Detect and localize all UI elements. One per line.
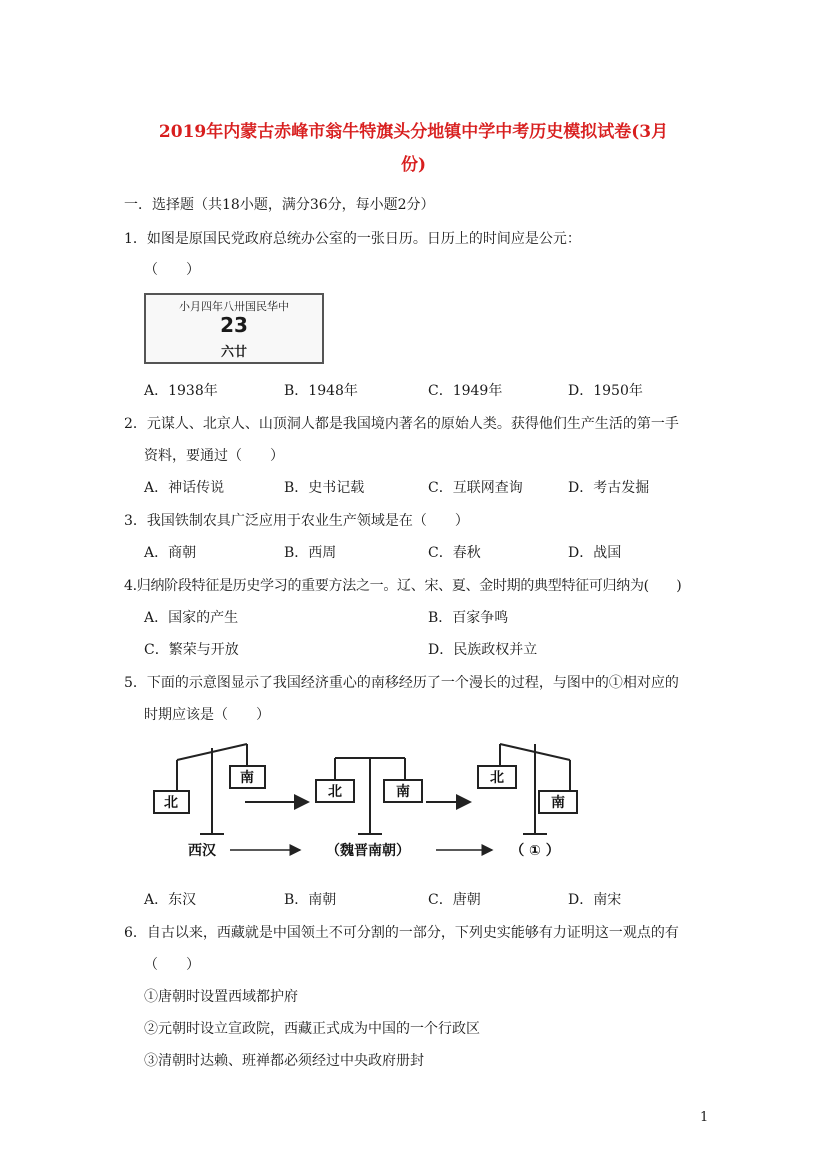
question-3-option-c[interactable]: C．春秋	[428, 545, 481, 561]
question-3-option-d[interactable]: D．战国	[568, 545, 622, 561]
question-5-option-d[interactable]: D．南宋	[568, 892, 622, 908]
question-5-stem-continued: 时期应该是（ ）	[144, 707, 270, 723]
scale-1-north-label: 北	[164, 795, 178, 811]
question-2-stem: 2．元谋人、北京人、山顶洞人都是我国境内著名的原始人类。获得他们生产生活的第一手	[124, 416, 679, 432]
question-6-item-3: ③清朝时达赖、班禅都必须经过中央政府册封	[144, 1053, 424, 1069]
scale-2-north-label: 北	[328, 784, 342, 800]
question-4-option-d[interactable]: D．民族政权并立	[428, 642, 538, 658]
scale-3-north-label: 北	[490, 770, 504, 786]
question-4-option-a[interactable]: A．国家的产生	[144, 610, 239, 626]
question-6-item-1: ①唐朝时设置西域都护府	[144, 989, 298, 1005]
period-label-2: （魏晋南朝）	[326, 843, 410, 859]
question-3-option-a[interactable]: A．商朝	[144, 545, 197, 561]
question-1-option-b[interactable]: B．1948年	[284, 383, 358, 399]
scale-1-south-label: 南	[240, 770, 254, 786]
page-title-continued: 份)	[400, 155, 427, 175]
scale-2-south-label: 南	[396, 784, 410, 800]
period-label-3: （ ① ）	[510, 843, 560, 859]
question-3-stem: 3．我国铁制农具广泛应用于农业生产领域是在（ ）	[124, 513, 469, 529]
question-5-stem: 5．下面的示意图显示了我国经济重心的南移经历了一个漫长的过程，与图中的①相对应的	[124, 675, 679, 691]
question-5-option-a[interactable]: A．东汉	[144, 892, 197, 908]
question-5-option-b[interactable]: B．南朝	[284, 892, 337, 908]
question-2-option-d[interactable]: D．考古发掘	[568, 480, 650, 496]
question-1-option-d[interactable]: D．1950年	[568, 383, 643, 399]
calendar-lunar-date: 六廿	[220, 345, 247, 360]
section-heading: 一．选择题（共18小题，满分36分，每小题2分）	[124, 197, 435, 213]
question-2-option-b[interactable]: B．史书记载	[284, 480, 365, 496]
question-1-stem: 1．如图是原国民党政府总统办公室的一张日历。日历上的时间应是公元：	[124, 231, 581, 247]
question-4-stem: 4.归纳阶段特征是历史学习的重要方法之一。辽、宋、夏、金时期的典型特征可归纳为( )	[124, 578, 682, 594]
question-5-option-c[interactable]: C．唐朝	[428, 892, 481, 908]
question-3-option-b[interactable]: B．西周	[284, 545, 337, 561]
question-1-option-c[interactable]: C．1949年	[428, 383, 503, 399]
calendar-day-number: 23	[220, 313, 248, 337]
question-2-option-c[interactable]: C．互联网查询	[428, 480, 523, 496]
question-4-option-c[interactable]: C．繁荣与开放	[144, 642, 239, 658]
economic-center-diagram	[140, 736, 590, 872]
scale-3-south-label: 南	[551, 795, 565, 811]
question-6-bracket: （ ）	[144, 957, 200, 973]
question-6-item-2: ②元朝时设立宣政院，西藏正式成为中国的一个行政区	[144, 1021, 480, 1037]
page-number: 1	[700, 1110, 709, 1125]
question-2-option-a[interactable]: A．神话传说	[144, 480, 225, 496]
calendar-image	[144, 293, 324, 364]
calendar-header-text: 小月四年八卅国民华中	[179, 300, 289, 313]
page-title: 2019年内蒙古赤峰市翁牛特旗头分地镇中学中考历史模拟试卷(3月	[158, 122, 669, 142]
question-1-bracket: （ ）	[144, 262, 200, 278]
question-2-stem-continued: 资料，要通过（ ）	[144, 448, 284, 464]
question-1-option-a[interactable]: A．1938年	[144, 383, 218, 399]
question-4-option-b[interactable]: B．百家争鸣	[428, 610, 509, 626]
question-6-stem: 6．自古以来，西藏就是中国领土不可分割的一部分，下列史实能够有力证明这一观点的有	[124, 925, 679, 941]
period-label-1: 西汉	[188, 843, 216, 859]
